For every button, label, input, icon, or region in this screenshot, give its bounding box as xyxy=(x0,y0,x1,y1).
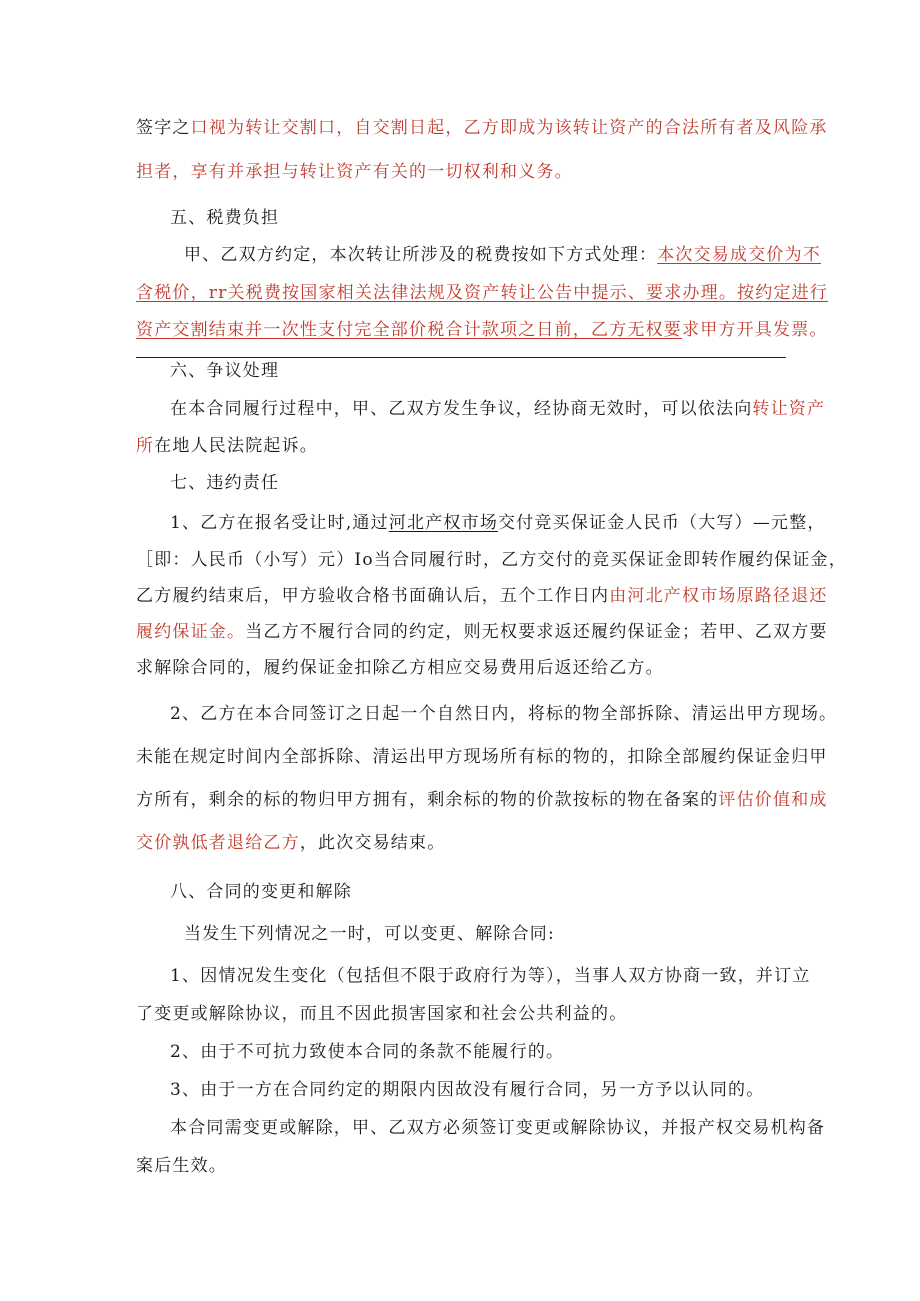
text-line: ［即：人民币（小写）元）Io当合同履行时，乙方交付的竞买保证金即转作履约保证金， xyxy=(136,550,847,570)
text-span: 交付竞买保证金人民币（大写）—元整， xyxy=(498,513,826,533)
text-line: 担者，享有并承担与转让资产有关的一切权利和义务。 xyxy=(136,162,573,182)
text-line: 未能在规定时间内全部拆除、清运出甲方现场所有标的物的，扣除全部履约保证金归甲 xyxy=(136,747,828,767)
text-line xyxy=(136,584,828,608)
divider-line xyxy=(136,357,786,358)
text-line: 当发生下列情况之一时，可以变更、解除合同: xyxy=(184,924,555,944)
text-span: 在地人民法院起诉。 xyxy=(154,436,319,456)
text-span: 1、乙方在报名受让时,通过 xyxy=(170,513,389,533)
section-heading: 七、违约责任 xyxy=(170,473,280,493)
text-line xyxy=(136,788,828,812)
text-line: 含税价，rr关税费按国家相关法律法规及资产转让公告中提示、要求办理。按约定进行 xyxy=(136,283,829,303)
text-line: 本合同需变更或解除，甲、乙双方必须签订变更或解除协议，并报产权交易机构备 xyxy=(170,1118,826,1138)
text-line: 求解除合同的，履约保证金扣除乙方相应交易费用后返还给乙方。 xyxy=(136,658,664,678)
text-span: 转让资产 xyxy=(752,399,826,419)
section-heading: 六、争议处理 xyxy=(170,361,280,381)
text-line: 了变更或解除协议，而且不因此损害国家和社会公共利益的。 xyxy=(136,1004,628,1024)
text-span: 当乙方不履行合同的约定，则无权要求返还履约保证金；若甲、乙双方要 xyxy=(245,622,828,642)
text-line xyxy=(136,620,828,644)
text-span: ，此次交易结束。 xyxy=(299,833,446,853)
text-span: 河北产权市场 xyxy=(388,513,499,533)
text-line: 1、因情况发生变化（包括但不限于政府行为等），当事人双方协商一致，并订立 xyxy=(170,966,811,986)
text-span: 资产交割结束并一次性支付完全部价税合计款项之日前，乙方无权要 xyxy=(136,320,682,340)
text-line: 3、由于一方在合同约定的期限内因故没有履行合同，另一方予以认同的。 xyxy=(170,1080,765,1100)
text-span: 由河北产权市场原路径退还 xyxy=(609,586,828,606)
text-line xyxy=(136,318,828,342)
text-span: 本次交易成交价为不 xyxy=(657,245,822,265)
text-span: 乙方履约结束后，甲方验收合格书面确认后，五个工作日内 xyxy=(136,586,610,606)
text-line: 2、由于不可抗力致使本合同的条款不能履行的。 xyxy=(170,1042,565,1062)
text-line: 2、乙方在本合同签订之日起一个自然日内，将标的物全部拆除、清运出甲方现场。 xyxy=(170,704,838,724)
text-span: 方所有，剩余的标的物归甲方拥有，剩余标的物的价款按标的物在备案的 xyxy=(136,790,719,810)
text-span: 履约保证金。 xyxy=(136,622,246,642)
text-span: 口视为转让交割口，自交割日起，乙方即成为该转让资产的合法所有者及风险承 xyxy=(190,118,828,138)
text-line xyxy=(170,511,826,535)
text-line xyxy=(136,831,445,855)
text-span: 签字之 xyxy=(136,118,191,138)
text-span: 评估价值和成 xyxy=(718,790,828,810)
text-line xyxy=(136,116,828,140)
text-span: 所 xyxy=(136,436,155,456)
text-span: 甲、乙双方约定，本次转让所涉及的税费按如下方式处理： xyxy=(184,245,658,265)
text-line xyxy=(184,243,821,267)
text-span: 在本合同履行过程中，甲、乙双方发生争议，经协商无效时，可以依法向 xyxy=(170,399,753,419)
text-line xyxy=(170,397,825,421)
section-heading: 八、合同的变更和解除 xyxy=(170,882,352,902)
text-span: 求甲方开具发票。 xyxy=(682,320,828,340)
text-line: 案后生效。 xyxy=(136,1156,227,1176)
text-line xyxy=(136,434,318,458)
section-heading: 五、税费负担 xyxy=(170,208,280,228)
text-span: 交价孰低者退给乙方 xyxy=(136,833,300,853)
